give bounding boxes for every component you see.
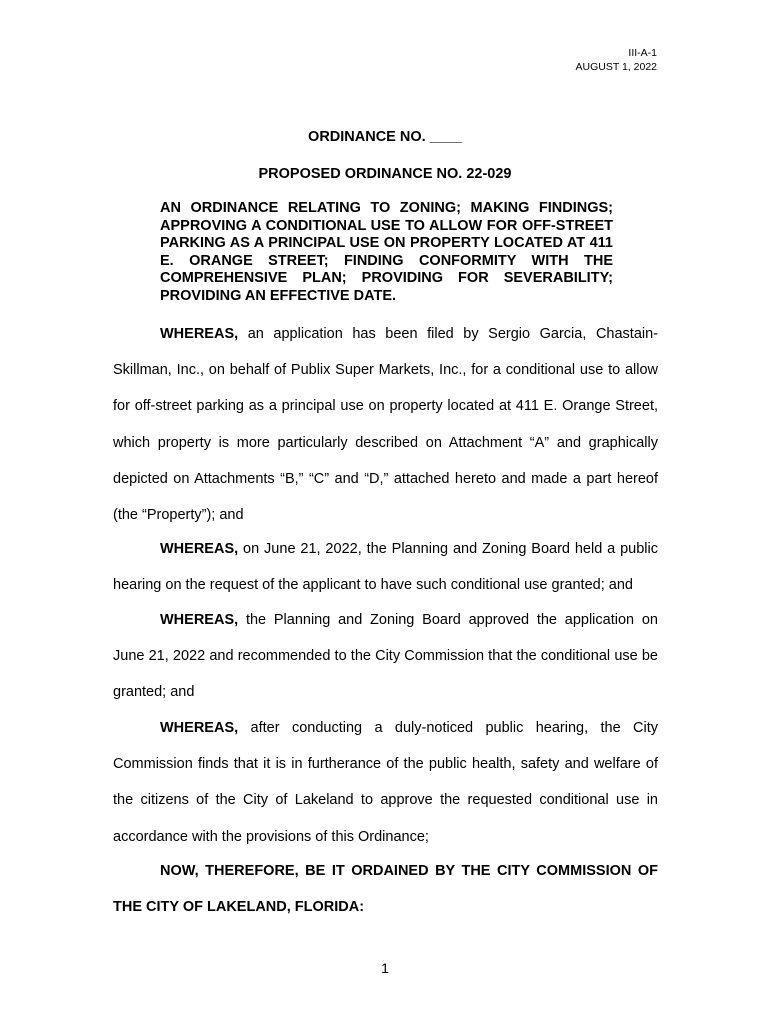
whereas-paragraph-1	[113, 316, 658, 533]
ordinance-number-title: ORDINANCE NO. ____	[308, 129, 462, 145]
paragraph-lead: WHEREAS,	[160, 612, 239, 628]
paragraph-text: the Planning and Zoning Board approved the application on June 21, 2022 and recommended to the City Commission that the conditional use be granted; and	[113, 612, 659, 701]
proposed-ordinance-number-title: PROPOSED ORDINANCE NO. 22-029	[258, 166, 512, 182]
document-date: AUGUST 1, 2022	[575, 61, 657, 73]
paragraph-lead: WHEREAS,	[160, 326, 239, 342]
document-reference-header	[575, 46, 657, 74]
enacting-clause-text: NOW, THEREFORE, BE IT ORDAINED BY THE CITY COMMISSION OF THE CITY OF LAKELAND, FLORIDA:	[113, 863, 658, 916]
paragraph-lead: WHEREAS,	[160, 720, 239, 736]
paragraph-text: on June 21, 2022, the Planning and Zoning Board held a public hearing on the request of the applicant to have such conditional use granted; and	[113, 541, 658, 594]
ordinance-caption: AN ORDINANCE RELATING TO ZONING; MAKING FINDINGS; APPROVING A CONDITIONAL USE TO ALLOW FOR OFF-STREET PARKING AS A PRINCIPAL USE ON PROPERTY LOCATED AT 411 E. ORANGE STREET; FINDING CONFORMITY WITH THE COMPREHENSIVE PLAN; PROVIDING FOR SEVERABILITY; PROVIDING AN EFFECTIVE DATE.	[160, 200, 613, 304]
page-number: 1	[381, 960, 389, 976]
paragraph-text: an application has been filed by Sergio Garcia, Chastain-Skillman, Inc., on behalf of Publix Super Markets, Inc., for a conditional use to allow for off-street parking as a principal use on property located at 411 E. Orange Street, which property is more particularly described on Attachment “A” and graphically depicted on Attachments “B,” “C” and “D,” attached hereto and made a part hereof (the “Property”); and	[113, 326, 658, 524]
paragraph-text: after conducting a duly-noticed public hearing, the City Commission finds that it is in furtherance of the public health, safety and welfare of the citizens of the City of Lakeland to approve the requested conditional use in accordance with the provisions of this Ordinance;	[113, 720, 659, 845]
enacting-clause	[113, 853, 658, 925]
paragraph-lead: WHEREAS,	[160, 541, 239, 557]
agenda-item-ref: III-A-1	[628, 47, 657, 59]
whereas-paragraph-3	[113, 602, 658, 711]
whereas-paragraph-4	[113, 710, 658, 855]
whereas-paragraph-2	[113, 531, 658, 603]
